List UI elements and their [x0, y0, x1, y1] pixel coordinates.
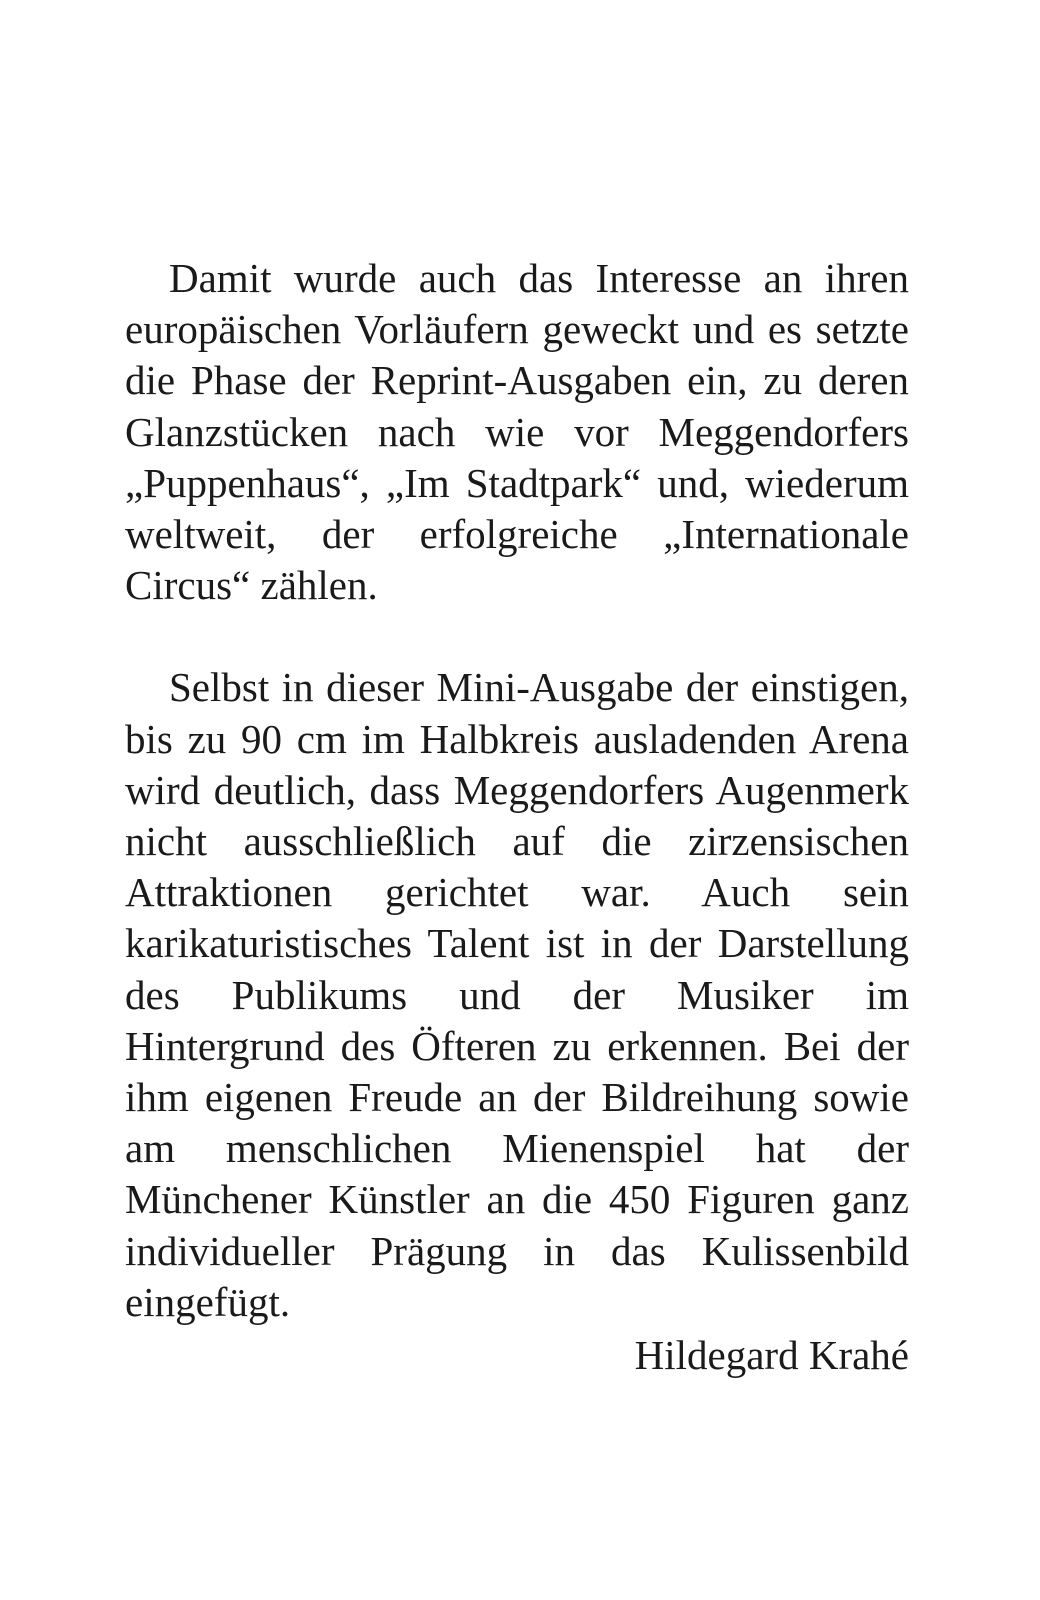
- page-body: [125, 253, 909, 1381]
- paragraph-2: Selbst in dieser Mini-Ausgabe der einstigen, bis zu 90 cm im Halbkreis ausladenden Arena wird deutlich, dass Meggendorfers Augenmerk nicht ausschließlich auf die zirzensischen Attraktionen gerichtet war. Auch sein karikaturistisches Talent ist in der Darstellung des Publikums und der Musiker im Hintergrund des Öfteren zu erkennen. Bei der ihm eigenen Freude an der Bildreihung sowie am menschlichen Mienenspiel hat der Münchener Künstler an die 450 Figuren ganz individueller Prägung in das Kulissenbild eingefügt.: [125, 664, 909, 1325]
- paragraph-1: Damit wurde auch das Interesse an ihren europäischen Vorläufern geweckt und es setzte die Phase der Reprint-Ausgaben ein, zu deren Glanzstücken nach wie vor Meggendorfers „Puppenhaus“, „Im Stadtpark“ und, wiederum weltweit, der erfolgreiche „Internationale Circus“ zählen.: [125, 255, 909, 609]
- author-signature: Hildegard Krahé: [634, 1332, 909, 1379]
